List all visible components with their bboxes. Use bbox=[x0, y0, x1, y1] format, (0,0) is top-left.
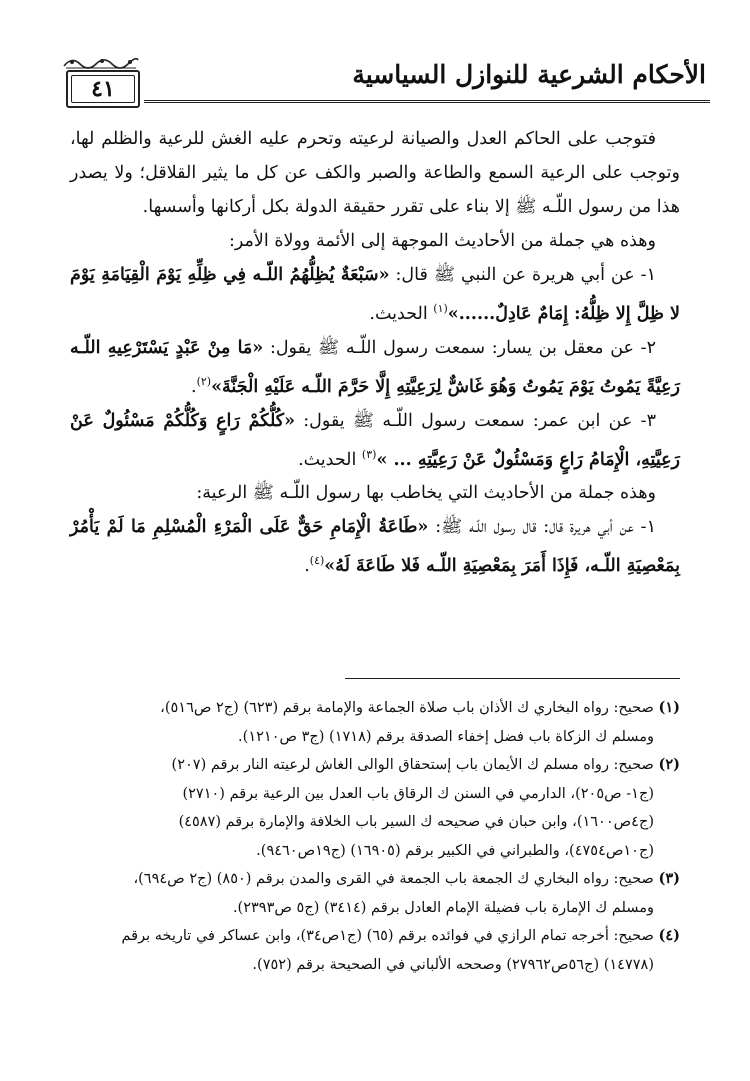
footnote-ref: (٤) bbox=[309, 554, 325, 568]
footnote-text: صحيح: رواه مسلم ك الأيمان باب إستحقاق الوالى الغاش لرعيته النار برقم (٢٠٧) bbox=[171, 757, 654, 773]
footnote-line: (١٤٧٧٨) (ج٥٦ص٢٧٩٦٢) وصححه الألباني في الصحيحة برقم (٧٥٢). bbox=[252, 956, 654, 973]
footnote-line: (ج٤ص١٦٠٠)، وابن حبان في صحيحه ك السير باب الخلافة والإمارة برقم (٤٥٨٧) bbox=[178, 814, 654, 830]
hadith-quote: «طَاعَةُ الْإِمَامِ حَقٌّ عَلَى الْمَرْءِ الْمُسْلِمِ مَا لَمْ يَأْمُرْ بِمَعْصِيَةِ اللّـه، فَإِذَا أَمَرَ بِمَعْصِيَةِ اللّـه فَلا طَاعَةَ لَهُ» bbox=[70, 517, 680, 577]
hadith-tail: الحديث. bbox=[369, 303, 434, 324]
hadith-quote: «مَا مِنْ عَبْدٍ يَسْتَرْعِيهِ اللّـه رَعِيَّةً يَمُوتُ يَوْمَ يَمُوتُ وَهُوَ غَاشٌّ لِرَعِيَّتِهِ إِلَّا حَرَّمَ اللّـه عَلَيْهِ الْجَنَّةَ» bbox=[70, 337, 680, 397]
footnote-text: صحيح: رواه البخاري ك الأذان باب صلاة الجماعة والإمامة برقم (٦٢٣) (ج٢ ص٥١٦)، bbox=[160, 700, 654, 716]
footnote-number: (٤) bbox=[658, 927, 680, 944]
hadith-tail: . bbox=[191, 376, 197, 397]
hadith-item bbox=[70, 510, 680, 583]
hadith-intro: ٣- عن ابن عمر: سمعت رسول اللّـه ﷺ يقول: bbox=[295, 410, 656, 431]
header-ornament-icon bbox=[62, 54, 140, 70]
page-number: ٤١ bbox=[66, 70, 140, 108]
hadith-item bbox=[70, 404, 680, 477]
footnote-line: ومسلم ك الإمارة باب فضيلة الإمام العادل برقم (٣٤١٤) (ج٥ ص٢٣٩٣). bbox=[232, 899, 654, 916]
footnote bbox=[70, 865, 680, 894]
hadith-intro: ٢- عن معقل بن يسار: سمعت رسول اللّـه ﷺ يقول: bbox=[263, 337, 656, 358]
hadith-quote: «كُلُّكُمْ رَاعٍ وَكُلُّكُمْ مَسْئُولٌ عَنْ رَعِيَّتِهِ، الْإِمَامُ رَاعٍ وَمَسْئُولٌ عَنْ رَعِيَّتِهِ ... » bbox=[70, 410, 680, 470]
footnote-text: صحيح: أخرجه تمام الرازي في فوائده برقم (٦٥) (ج١ص٣٤)، وابن عساكر في تاريخه برقم bbox=[121, 928, 654, 944]
hadith-intro: ١- عن أبي هريرة عن النبي ﷺ قال: bbox=[389, 265, 657, 285]
hadith-item bbox=[70, 258, 680, 331]
footnotes bbox=[70, 694, 680, 979]
footnote-ref: (٢) bbox=[196, 374, 212, 388]
rulers-hadiths-intro: وهذه هي جملة من الأحاديث الموجهة إلى الأئمة وولاة الأمر: bbox=[229, 231, 656, 251]
footnote-number: (٣) bbox=[658, 870, 680, 887]
body-paragraph: فتوجب على الحاكم العدل والصيانة لرعيته وتحرم عليه الغش للرعية والظلم لها، وتوجب على الرعية السمع والطاعة والصبر والكف عن كل ما يثير القلاقل؛ ولا يصدر هذا من رسول اللّـه ﷺ إلا بناء على تقرر حقيقة الدولة بكل أركانها وأسسها. bbox=[70, 129, 680, 217]
footnote bbox=[70, 922, 680, 951]
footnote-text: صحيح: رواه البخاري ك الجمعة باب الجمعة في القرى والمدن برقم (٨٥٠) (ج٢ ص٦٩٤)، bbox=[133, 871, 654, 887]
main-text bbox=[70, 122, 680, 583]
running-title: الأحكام الشرعية للنوازل السياسية bbox=[352, 60, 706, 89]
footnote-ref: (١) bbox=[433, 302, 448, 315]
subjects-hadiths-intro: وهذه جملة من الأحاديث التي يخاطب بها رسول اللّـه ﷺ الرعية: bbox=[196, 483, 656, 504]
hadith-tail: الحديث. bbox=[298, 449, 362, 470]
footnote-line: (ج١٠ص٤٧٥٤)، والطبراني في الكبير برقم (١٦٩٠٥) (ج١٩ص٩٤٦٠). bbox=[256, 842, 654, 859]
footnote-line: (ج١- ص٢٠٥)، الدارمي في السنن ك الرقاق باب العدل بين الرعية برقم (٢٧١٠) bbox=[182, 785, 654, 802]
page-header bbox=[60, 52, 710, 112]
hadith-tail: . bbox=[304, 556, 310, 577]
hadith-quote: «سَبْعَةٌ يُظِلُّهُمُ اللّـه فِي ظِلِّهِ يَوْمَ الْقِيَامَةِ يَوْمَ لا ظِلَّ إِلا ظِلُّهُ: إِمَامٌ عَادِلٌ......» bbox=[70, 265, 680, 324]
footnote-number: (١) bbox=[658, 699, 680, 716]
footnote-line: ومسلم ك الزكاة باب فضل إخفاء الصدقة برقم (١٧١٨) (ج٣ ص١٢١٠). bbox=[238, 728, 654, 745]
footnote-number: (٢) bbox=[658, 756, 680, 773]
footnote bbox=[70, 694, 680, 723]
footnote-ref: (٣) bbox=[361, 447, 377, 461]
hadith-item bbox=[70, 331, 680, 404]
footnote bbox=[70, 751, 680, 780]
footnote-divider bbox=[345, 678, 680, 679]
hadith-intro: ١- عن أبي هريرة قال: قال رسول اللّـه ﷺ: bbox=[428, 517, 656, 538]
header-rule bbox=[144, 100, 710, 103]
